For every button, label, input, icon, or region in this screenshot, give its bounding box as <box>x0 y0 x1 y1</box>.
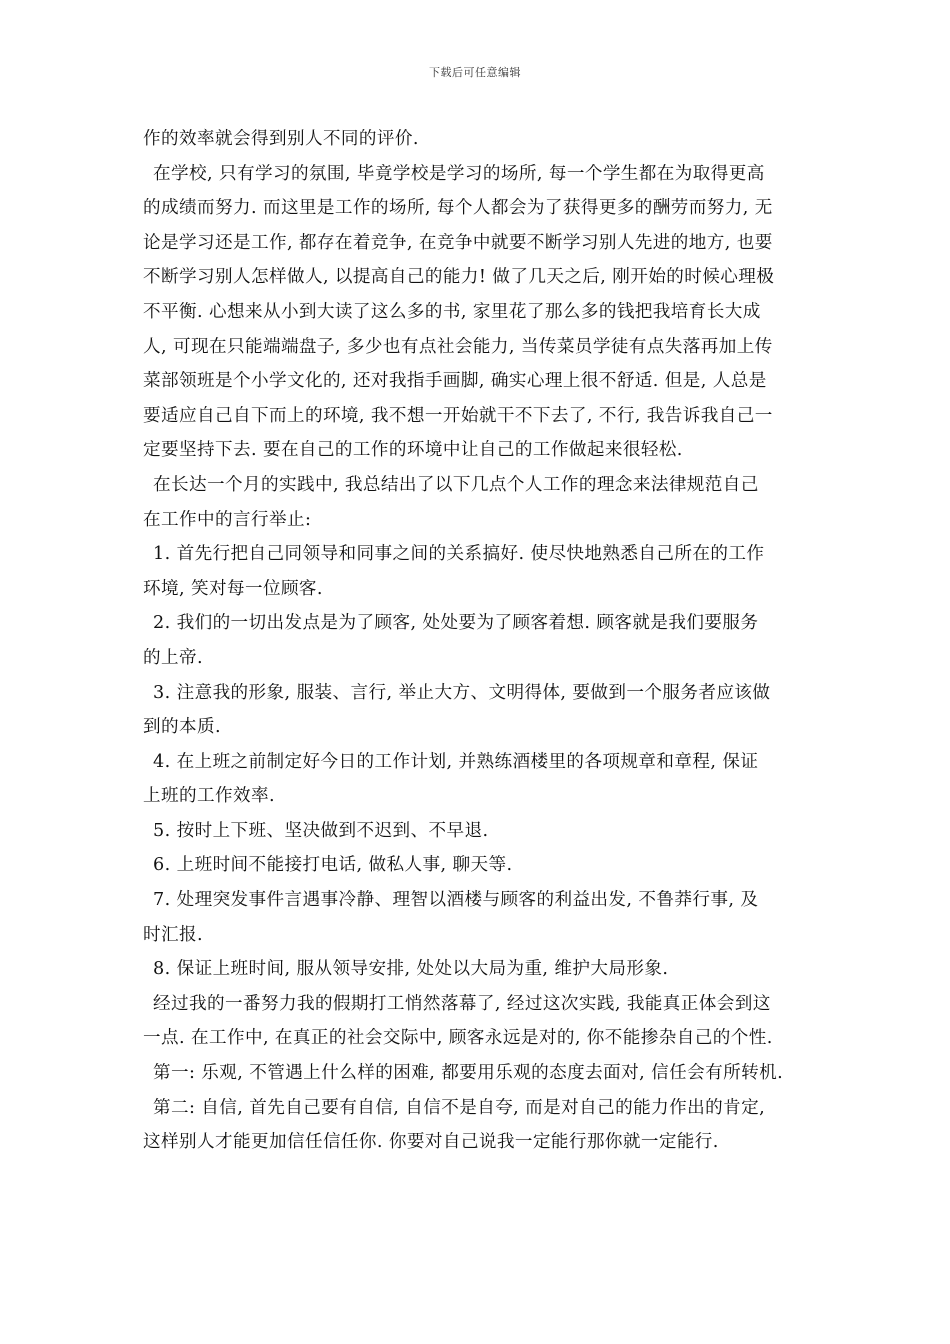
text-line: 环境, 笑对每一位顾客. <box>143 578 323 599</box>
list-item-line: 8. 保证上班时间, 服从领导安排, 处处以大局为重, 维护大局形象. <box>153 959 669 980</box>
list-item-line: 6. 上班时间不能接打电话, 做私人事, 聊天等. <box>153 855 513 876</box>
list-item-line: 1. 首先行把自己同领导和同事之间的关系搞好. 使尽快地熟悉自己所在的工作 <box>153 544 765 565</box>
text-line: 在长达一个月的实践中, 我总结出了以下几点个人工作的理念来法律规范自己 <box>153 474 759 495</box>
list-item-line: 2. 我们的一切出发点是为了顾客, 处处要为了顾客着想. 顾客就是我们要服务 <box>153 613 759 634</box>
text-line: 定要坚持下去. 要在自己的工作的环境中让自己的工作做起来很轻松. <box>143 440 683 461</box>
text-line: 的成绩而努力. 而这里是工作的场所, 每个人都会为了获得更多的酬劳而努力, 无 <box>143 198 773 219</box>
text-line: 要适应自己自下而上的环境, 我不想一开始就干不下去了, 不行, 我告诉我自己一 <box>143 405 773 426</box>
page-header: 下载后可任意编辑 <box>429 66 521 79</box>
text-line: 在工作中的言行举止: <box>143 509 312 530</box>
list-item-line: 7. 处理突发事件言遇事冷静、理智以酒楼与顾客的利益出发, 不鲁莽行事, 及 <box>153 890 759 911</box>
text-line: 菜部领班是个小学文化的, 还对我指手画脚, 确实心理上很不舒适. 但是, 人总是 <box>143 371 767 392</box>
document-body <box>143 122 811 1160</box>
text-line: 人, 可现在只能端端盘子, 多少也有点社会能力, 当传菜员学徒有点失落再加上传 <box>143 336 773 357</box>
text-line: 第一: 乐观, 不管遇上什么样的困难, 都要用乐观的态度去面对, 信任会有所转机. <box>153 1063 784 1084</box>
text-line: 一点. 在工作中, 在真正的社会交际中, 顾客永远是对的, 你不能掺杂自己的个性. <box>143 1028 773 1049</box>
list-item-line: 4. 在上班之前制定好今日的工作计划, 并熟练酒楼里的各项规章和章程, 保证 <box>153 751 759 772</box>
text-line: 作的效率就会得到别人不同的评价. <box>143 129 419 149</box>
text-line: 的上帝. <box>143 647 203 668</box>
list-item-line: 5. 按时上下班、坚决做到不迟到、不早退. <box>153 820 489 841</box>
text-line: 不平衡. 心想来从小到大读了这么多的书, 家里花了那么多的钱把我培育长大成 <box>143 301 761 322</box>
text-line: 时汇报. <box>143 924 203 945</box>
text-line: 这样别人才能更加信任信任你. 你要对自己说我一定能行那你就一定能行. <box>143 1132 719 1153</box>
text-line: 不断学习别人怎样做人, 以提高自己的能力! 做了几天之后, 刚开始的时候心理极 <box>143 267 775 288</box>
list-item-line: 3. 注意我的形象, 服装、言行, 举止大方、文明得体, 要做到一个服务者应该做 <box>153 682 771 703</box>
text-line: 经过我的一番努力我的假期打工悄然落幕了, 经过这次实践, 我能真正体会到这 <box>153 993 771 1014</box>
text-line: 论是学习还是工作, 都存在着竞争, 在竞争中就要不断学习别人先进的地方, 也要 <box>143 232 773 253</box>
text-line: 到的本质. <box>143 717 221 738</box>
text-line: 上班的工作效率. <box>143 786 275 807</box>
text-line: 在学校, 只有学习的氛围, 毕竟学校是学习的场所, 每一个学生都在为取得更高 <box>153 163 765 184</box>
text-line: 第二: 自信, 首先自己要有自信, 自信不是自夸, 而是对自己的能力作出的肯定, <box>153 1097 766 1118</box>
